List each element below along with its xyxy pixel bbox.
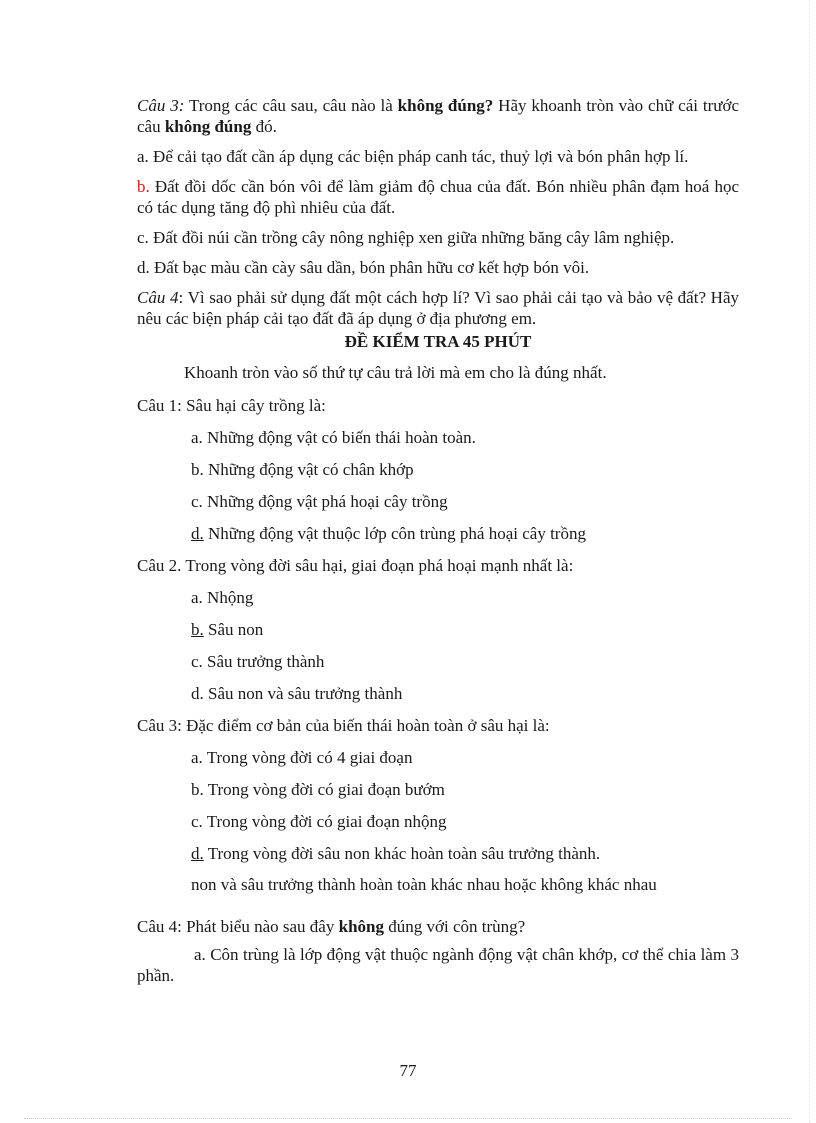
q1-option-c: c. Những động vật phá hoại cây trồng <box>191 492 448 511</box>
q2-option-c: c. Sâu trưởng thành <box>191 652 325 671</box>
question-label: Câu 4 <box>137 288 179 307</box>
answer-marker: d. <box>191 524 204 543</box>
footer-divider <box>24 1118 792 1119</box>
q3-option-b: b. Trong vòng đời có giai đoạn bướm <box>191 780 445 799</box>
page-content <box>137 95 739 986</box>
q1-option-d: d. Những động vật thuộc lớp côn trùng phá hoại cây trồng <box>191 524 586 543</box>
answer-marker: d. <box>191 844 204 863</box>
exam-question-3: Câu 3: Đặc điểm cơ bản của biến thái hoàn toàn ở sâu hại là: <box>137 716 550 735</box>
q2-option-d: d. Sâu non và sâu trưởng thành <box>191 684 403 703</box>
review-question-4: Câu 4: Vì sao phải sử dụng đất một cách hợp lí? Vì sao phải cải tạo và bảo vệ đất? Hãy nêu các biện pháp cải tạo đất đã áp dụng ở địa phương em. <box>137 288 739 328</box>
q4-option-a: a. Côn trùng là lớp động vật thuộc ngành động vật chân khớp, cơ thể chia làm 3 phần. <box>137 945 739 985</box>
q2-option-a: a. Nhộng <box>191 588 254 607</box>
q1-option-a: a. Những động vật có biến thái hoàn toàn. <box>191 428 476 447</box>
exam-question-4: Câu 4: Phát biểu nào sau đây không đúng với côn trùng? <box>137 917 526 936</box>
q2-option-b: b. Sâu non <box>191 620 264 639</box>
review-question-3: Câu 3: Trong các câu sau, câu nào là không đúng? Hãy khoanh tròn vào chữ cái trước câu không đúng đó. <box>137 96 740 136</box>
review-q3-option-a: a. Để cải tạo đất cần áp dụng các biện pháp canh tác, thuỷ lợi và bón phân hợp lí. <box>137 147 689 166</box>
q1-option-b: b. Những động vật có chân khớp <box>191 460 414 479</box>
answer-marker: b. <box>191 620 204 639</box>
q3-option-c: c. Trong vòng đời có giai đoạn nhộng <box>191 812 447 831</box>
answer-marker: b. <box>137 177 150 196</box>
q3-option-d: d. Trong vòng đời sâu non khác hoàn toàn sâu trưởng thành. <box>191 844 601 863</box>
review-q3-option-b: b. Đất đồi dốc cần bón vôi để làm giảm độ chua của đất. Bón nhiều phân đạm hoá học có tác dụng tăng độ phì nhiêu của đất. <box>137 177 739 217</box>
review-q3-option-d: d. Đất bạc màu cần cày sâu dần, bón phân hữu cơ kết hợp bón vôi. <box>137 258 590 277</box>
exam-instruction: Khoanh tròn vào số thứ tự câu trả lời mà em cho là đúng nhất. <box>184 363 607 382</box>
exam-question-2: Câu 2. Trong vòng đời sâu hại, giai đoạn phá hoại mạnh nhất là: <box>137 556 574 575</box>
review-q3-option-c: c. Đất đồi núi cần trồng cây nông nghiệp xen giữa những băng cây lâm nghiệp. <box>137 228 675 247</box>
q3-extra-line: non và sâu trưởng thành hoàn toàn khác nhau hoặc không khác nhau <box>191 875 657 894</box>
exam-question-1: Câu 1: Sâu hại cây trồng là: <box>137 396 326 415</box>
page-number: 77 <box>399 1061 417 1080</box>
question-label: Câu 3: <box>137 96 185 115</box>
exam-title: ĐỀ KIỂM TRA 45 PHÚT <box>344 332 532 351</box>
side-divider <box>809 0 810 1123</box>
q3-option-a: a. Trong vòng đời có 4 giai đoạn <box>191 748 413 767</box>
